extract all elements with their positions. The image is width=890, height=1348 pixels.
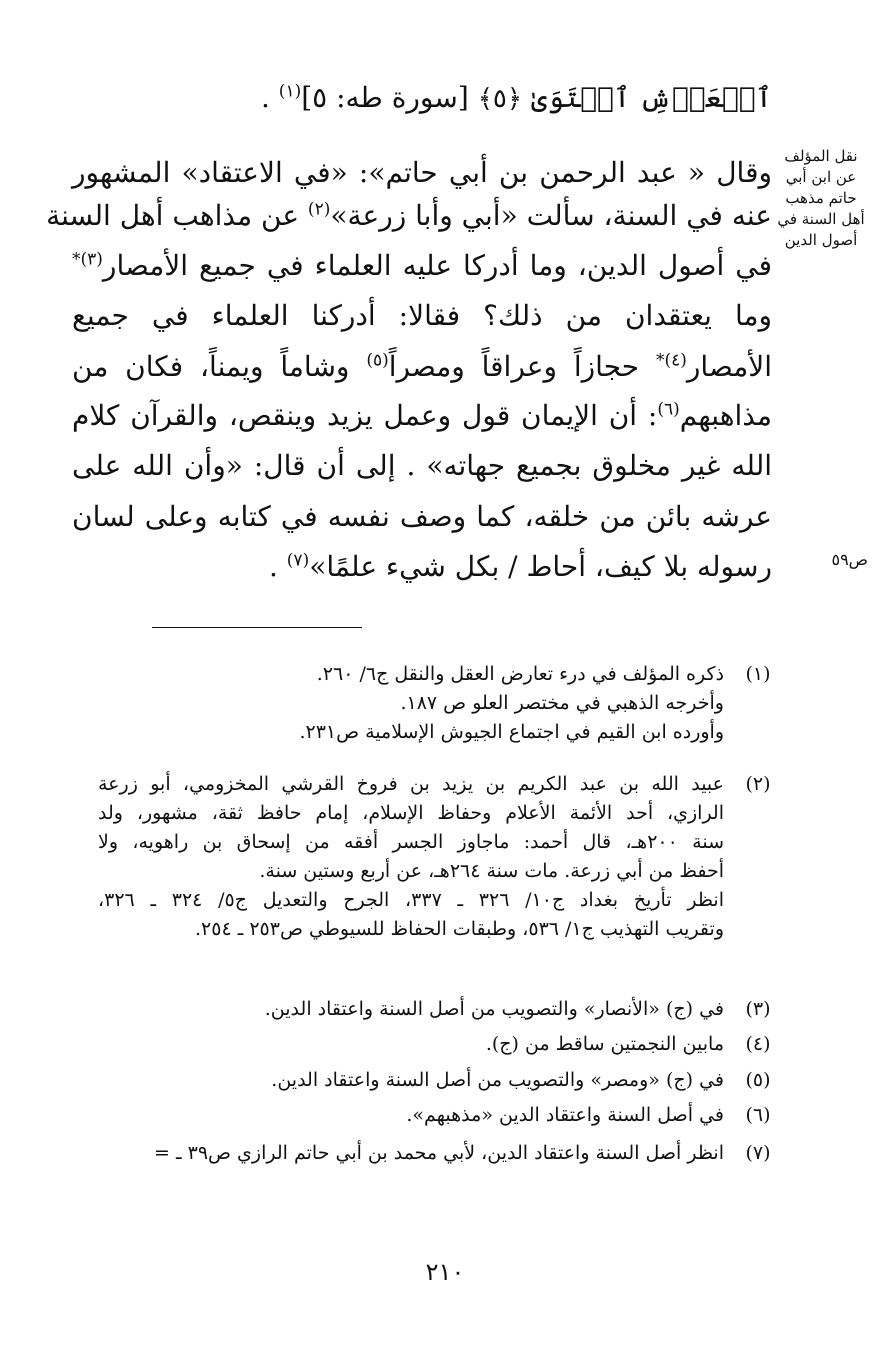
footnote-number: (٧)	[745, 1142, 771, 1164]
body-text: حجازاً وعراقاً ومصراً	[388, 350, 656, 383]
footnote-body	[98, 660, 724, 747]
body-line-8: عرشه بائن من خلقه، كما وصف نفسه في كتابه وعلى لسان	[72, 500, 772, 533]
footnote-mark: (٢)	[307, 199, 331, 220]
footnote-number: (٤)	[745, 1033, 771, 1055]
verse-line	[72, 72, 772, 124]
footnote-number: (٢)	[745, 773, 771, 795]
body-text: في أصول الدين، وما أدركا عليه العلماء في جميع الأمصار	[102, 249, 772, 282]
footnote-body	[98, 995, 724, 1024]
verse-reference: [سورة طه: ٥]	[301, 81, 469, 114]
body-text: رسوله بلا كيف، أحاط / بكل شيء علمًا»	[309, 550, 772, 583]
footnote-mark: (٦)	[657, 399, 680, 420]
body-line-3	[72, 240, 772, 292]
footnote-number: (٣)	[745, 998, 771, 1020]
footnote-line: سنة ٢٠٠هـ، قال أحمد: ماجاوز الجسر أفقه من إسحاق بن راهويه، ولا	[98, 831, 724, 853]
body-text: .	[268, 550, 287, 583]
footnote-line: وأخرجه الذهبي في مختصر العلو ص ١٨٧.	[400, 692, 724, 714]
footnote-line: مابين النجمتين ساقط من (ج).	[485, 1033, 724, 1055]
verse-text: ٱلۡعَرۡشِ ٱسۡتَوَىٰ	[531, 81, 772, 114]
footnote-line: أحفظ من أبي زرعة. مات سنة ٢٦٤هـ، عن أربع وستين سنة.	[259, 860, 724, 882]
footnote-number: (١)	[745, 663, 771, 685]
body-line-9	[72, 541, 772, 593]
footnote-mark: (٧)	[286, 550, 310, 571]
footnote-line: في أصل السنة واعتقاد الدين «مذهبهم».	[406, 1104, 724, 1126]
footnote-body	[98, 1030, 724, 1059]
footnote-line: ذكره المؤلف في درء تعارض العقل والنقل ج٦/ ٢٦٠.	[316, 663, 724, 685]
footnote-line: انظر أصل السنة واعتقاد الدين، لأبي محمد بن أبي حاتم الرازي ص٣٩ ـ =	[154, 1142, 724, 1164]
body-line-2	[46, 190, 772, 242]
footnote-number: (٦)	[745, 1104, 771, 1126]
footnote-number: (٥)	[745, 1069, 771, 1091]
footnote-line: وأورده ابن القيم في اجتماع الجيوش الإسلامية ص٢٣١.	[299, 721, 724, 743]
page-number: ٢١٠	[425, 1258, 465, 1286]
manuscript-page-reference: ص٥٩	[831, 550, 868, 569]
footnote-line: عبيد الله بن عبد الكريم بن يزيد بن فروخ القرشي المخزومي، أبو زرعة	[98, 773, 724, 795]
footnote-separator	[152, 627, 362, 628]
verse-end: .	[260, 81, 270, 114]
footnote-body	[98, 1101, 724, 1130]
margin-note-line: حاتم مذهب	[785, 189, 857, 207]
footnote-body	[98, 1066, 724, 1095]
margin-note-line: عن ابن أبي	[785, 168, 857, 186]
footnote-mark: (٥)	[366, 350, 389, 371]
footnote-mark: (١)	[278, 81, 302, 102]
body-text: وشاماً ويمناً، فكان من	[72, 350, 367, 383]
margin-note-line: أصول الدين	[784, 231, 858, 249]
body-text: الأمصار	[686, 350, 772, 383]
footnote-mark: (٤)*	[655, 350, 687, 371]
verse-ornament: ﴿٥﴾	[477, 84, 523, 114]
footnote-mark: (٣)*	[72, 249, 103, 270]
footnote-line: في (ج) «ومصر» والتصويب من أصل السنة واعتقاد الدين.	[271, 1069, 724, 1091]
body-text: عن مذاهب أهل السنة	[46, 199, 308, 232]
footnote-line: الرازي، أحد الأئمة الأعلام وحفاظ الإسلام، إمام حافظ ثقة، مشهور، ولد	[98, 802, 724, 824]
footnote-body	[98, 1139, 724, 1168]
body-line-4: وما يعتقدان من ذلك؟ فقالا: أدركنا العلماء في جميع	[72, 299, 772, 332]
body-line-7: الله غير مخلوق بجميع جهاته» . إلى أن قال: «وأن الله على	[72, 449, 772, 482]
body-text: مذاهبهم	[679, 399, 772, 432]
footnote-line: وتقريب التهذيب ج١/ ٥٣٦، وطبقات الحفاظ للسيوطي ص٢٥٣ ـ ٢٥٤.	[195, 918, 724, 940]
body-text: عنه في السنة، سألت «أبي وأبا زرعة»	[330, 199, 772, 232]
margin-note-line: نقل المؤلف	[784, 147, 858, 165]
body-line-6	[72, 390, 772, 442]
body-line-1: وقال « عبد الرحمن بن أبي حاتم»: «في الاعتقاد» المشهور	[72, 156, 772, 189]
footnote-body	[98, 770, 724, 944]
margin-note-line: أهل السنة في	[777, 210, 865, 228]
footnote-line: في (ج) «الأنصار» والتصويب من أصل السنة واعتقاد الدين.	[264, 998, 724, 1020]
body-text: : أن الإيمان قول وعمل يزيد وينقص، والقرآن كلام	[72, 399, 658, 432]
margin-note	[772, 146, 870, 251]
body-line-5	[72, 341, 772, 393]
footnote-line: انظر تأريخ بغداد ج١٠/ ٣٢٦ ـ ٣٣٧، الجرح والتعديل ج٥/ ٣٢٤ ـ ٣٢٦،	[98, 889, 724, 911]
